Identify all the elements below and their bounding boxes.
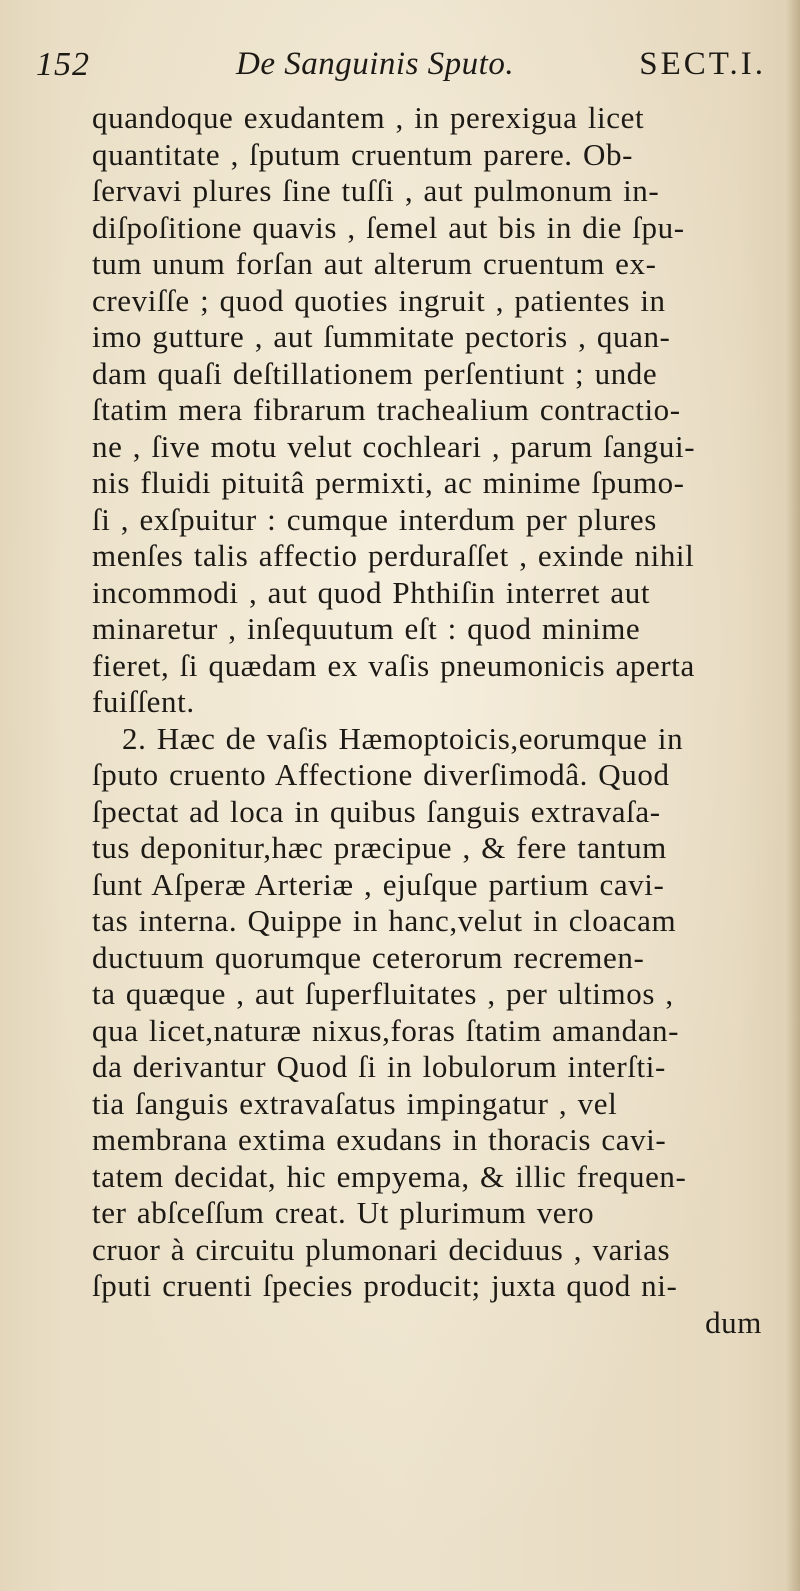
text-line: fuiſſent. bbox=[92, 684, 195, 719]
text-line: menſes talis affectio perduraſſet , exinde nihil bbox=[92, 538, 695, 573]
page-edge bbox=[786, 0, 800, 1591]
text-line: quandoque exudantem , in perexigua licet bbox=[92, 100, 645, 135]
text-line: tus deponitur,hæc præcipue , & fere tantum bbox=[92, 830, 667, 865]
text-line: ne , ſive motu velut cochleari , parum ſangui- bbox=[92, 428, 696, 464]
text-line: imo gutture , aut ſummitate pectoris , quan- bbox=[92, 319, 671, 354]
text-line: qua licet,naturæ nixus,foras ſtatim amandan- bbox=[92, 1012, 680, 1048]
page-number: 152 bbox=[36, 46, 90, 83]
catchword: dum bbox=[705, 1304, 762, 1340]
text-line: ſputo cruento Affectione diverſimodâ. Quod bbox=[92, 757, 670, 792]
text-line: nis fluidi pituitâ permixti, ac minime ſpumo- bbox=[92, 465, 685, 500]
text-line: ter abſceſſum creat. Ut plurimum vero bbox=[92, 1195, 595, 1230]
text-line: tum unum forſan aut alterum cruentum ex- bbox=[92, 246, 657, 281]
text-line: creviſſe ; quod quoties ingruit , patientes in bbox=[92, 282, 666, 318]
text-line: ſi , exſpuitur : cumque interdum per plures bbox=[92, 501, 657, 537]
text-line: da derivantur Quod ſi in lobulorum interſti- bbox=[92, 1049, 666, 1084]
text-line: ſervavi plures ſine tuſſi , aut pulmonum in- bbox=[92, 173, 660, 208]
text-line: quantitate , ſputum cruentum parere. Ob- bbox=[92, 136, 634, 172]
text-line: ſpectat ad loca in quibus ſanguis extravaſa- bbox=[92, 793, 661, 829]
text-line: cruor à circuitu plumonari deciduus , varias bbox=[92, 1231, 671, 1267]
text-line: tatem decidat, hic empyema, & illic frequen- bbox=[92, 1158, 687, 1194]
running-head bbox=[36, 46, 766, 96]
body-text bbox=[92, 100, 762, 1341]
text-line: ſunt Aſperæ Arteriæ , ejuſque partium cavi- bbox=[92, 866, 665, 902]
text-line: ta quæque , aut ſuperfluitates , per ultimos , bbox=[92, 976, 674, 1011]
text-line: dam quaſi deſtillationem perſentiunt ; unde bbox=[92, 355, 658, 391]
text-line: fieret, ſi quædam ex vaſis pneumonicis aperta bbox=[92, 647, 695, 683]
text-line: ductuum quorumque ceterorum recremen- bbox=[92, 939, 645, 975]
section-label: SECT.I. bbox=[639, 46, 766, 82]
running-title: De Sanguinis Sputo. bbox=[236, 46, 515, 82]
text-line: minaretur , inſequutum eſt : quod minime bbox=[92, 611, 641, 646]
text-line: diſpoſitione quavis , ſemel aut bis in die ſpu- bbox=[92, 209, 685, 245]
paragraph-start-line: 2. Hæc de vaſis Hæmoptoicis,eorumque in bbox=[122, 720, 684, 756]
text-line: incommodi , aut quod Phthiſin interret aut bbox=[92, 574, 651, 610]
text-line: ſputi cruenti ſpecies producit; juxta quod ni- bbox=[92, 1268, 678, 1303]
text-line: tia ſanguis extravaſatus impingatur , vel bbox=[92, 1085, 618, 1121]
text-line: membrana extima exudans in thoracis cavi- bbox=[92, 1122, 667, 1157]
text-line: tas interna. Quippe in hanc,velut in cloacam bbox=[92, 903, 677, 938]
text-line: ſtatim mera fibrarum trachealium contractio- bbox=[92, 392, 681, 427]
